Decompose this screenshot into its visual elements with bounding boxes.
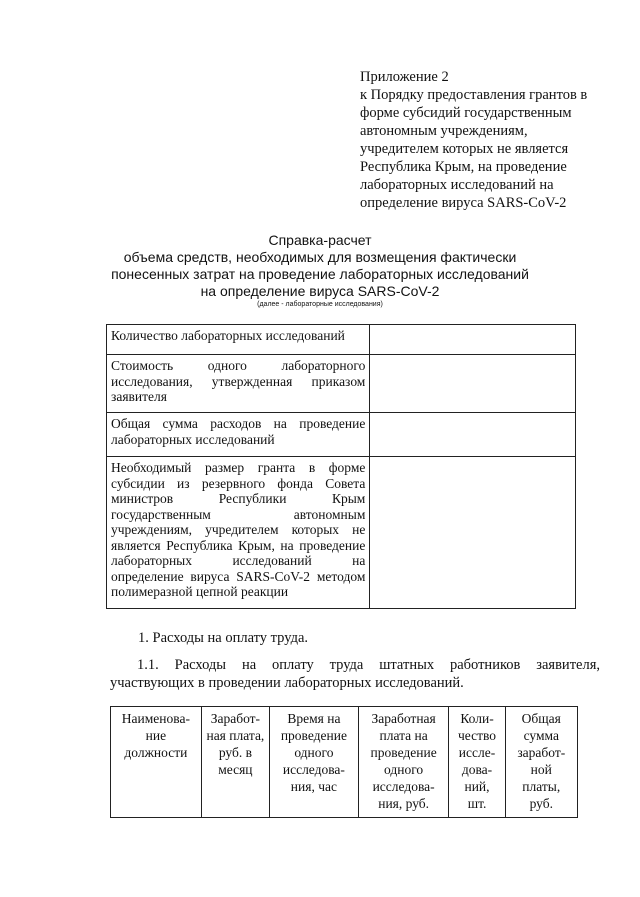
appendix-line: определение вируса SARS-CoV-2 (360, 195, 567, 211)
title-line: на определение вируса SARS-CoV-2 (200, 283, 440, 299)
summary-table (106, 324, 576, 609)
section-paragraph (110, 656, 600, 692)
row-value (370, 355, 576, 413)
row-label: Стоимость одного лабораторного исследования, утвержденная приказом заявителя (107, 355, 370, 413)
title-line: объема средств, необходимых для возмещения фактически (123, 249, 517, 265)
appendix-line: автономным учреждениям, (360, 123, 528, 139)
column-header: Заработная плата на проведение одного исследова- ния, руб. (358, 707, 449, 818)
column-header: Заработ- ная плата, руб. в месяц (201, 707, 269, 818)
table-row (107, 325, 576, 355)
column-header: Коли- чество иссле- дова- ний, шт. (449, 707, 505, 818)
row-label: Количество лабораторных исследований (107, 325, 370, 355)
row-label: Необходимый размер гранта в форме субсидии из резервного фонда Совета министров Республики Крым государственным автономным учреждениям, учредителем которых не является Республика Крым, на проведение лабораторных исследований на определение вируса SARS-CoV-2 методом полимеразной цепной реакции (107, 457, 370, 609)
table-row (107, 413, 576, 457)
paragraph-line: 1.1. Расходы на оплату труда штатных работников заявителя, (137, 657, 600, 673)
row-value (370, 413, 576, 457)
title-heading: Справка-расчет (268, 232, 372, 248)
appendix-line: Приложение 2 (360, 69, 449, 85)
column-header: Общая сумма заработ- ной платы, руб. (505, 707, 577, 818)
appendix-header (360, 68, 610, 212)
appendix-line: учредителем которых не является (360, 141, 569, 157)
column-header: Наименова- ние должности (111, 707, 202, 818)
title-line: понесенных затрат на проведение лабораторных исследований (111, 266, 529, 282)
title-note: (далее - лабораторные исследования) (257, 301, 383, 308)
table-row (107, 457, 576, 609)
table-header-row (111, 707, 578, 818)
appendix-line: форме субсидий государственным (360, 105, 572, 121)
row-label: Общая сумма расходов на проведение лабораторных исследований (107, 413, 370, 457)
appendix-line: Республика Крым, на проведение (360, 159, 567, 175)
column-header: Время на проведение одного исследова- ния, час (270, 707, 359, 818)
section-heading: 1. Расходы на оплату труда. (138, 630, 309, 646)
appendix-line: лабораторных исследований на (360, 177, 554, 193)
appendix-line: к Порядку предоставления грантов в (360, 87, 588, 103)
document-title (0, 232, 640, 310)
row-value (370, 325, 576, 355)
row-value (370, 457, 576, 609)
paragraph-line: участвующих в проведении лабораторных исследований. (110, 675, 464, 691)
table-row (107, 355, 576, 413)
salary-table (110, 706, 578, 818)
